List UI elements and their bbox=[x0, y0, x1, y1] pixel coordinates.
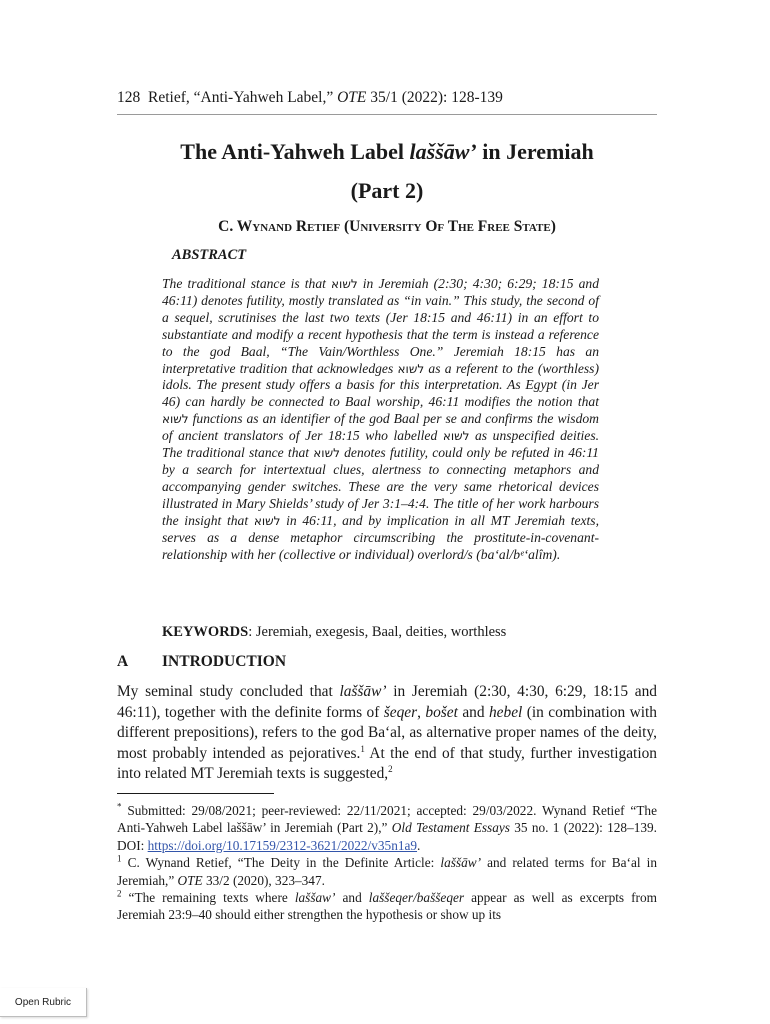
hebrew-term: לשוא bbox=[442, 429, 470, 444]
hebrew-term: לשוא bbox=[313, 446, 340, 461]
footnote-1: $^1$ C. Wynand Retief, “The Deity in the Definite Article: laššāw’ and related terms for Ba‘al in Jeremiah,” OTE 33/2 (2020), 323–347. bbox=[117, 853, 657, 888]
title-text-end: in Jeremiah bbox=[476, 139, 594, 164]
footnote-rule bbox=[117, 793, 274, 794]
doi-link[interactable]: https://doi.org/10.17159/2312-3621/2022/v35n1a9 bbox=[147, 837, 418, 853]
hebrew-term: לשוא bbox=[331, 277, 358, 291]
abstract-heading: ABSTRACT bbox=[172, 247, 247, 263]
header-rule bbox=[117, 114, 657, 115]
page-number: 128 bbox=[117, 89, 141, 106]
footnote-2: $^2$ “The remaining texts where laššaw’ and laššeqer/baššeqer appear as well as excerpts from Jeremiah 23:9–40 should either strengthen the hypothesis or show up its bbox=[117, 888, 657, 923]
running-citation: Retief, “Anti-Yahweh Label,” bbox=[148, 89, 338, 106]
article-title-part: (Part 2) bbox=[350, 178, 424, 203]
running-citation-volume: 35/1 (2022): 128-139 bbox=[366, 89, 503, 106]
keywords-label: KEYWORDS bbox=[162, 624, 249, 640]
open-rubric-button[interactable]: Open Rubric bbox=[0, 988, 87, 1017]
keywords-line bbox=[162, 624, 506, 641]
author-line: C. Wynand Retief (University Of The Free State) bbox=[218, 218, 556, 235]
footnote-ref[interactable]: 1 bbox=[360, 743, 365, 754]
running-head bbox=[117, 89, 503, 107]
section-heading: INTRODUCTION bbox=[162, 653, 287, 670]
abstract-text: The traditional stance is that לשוא in Jeremiah (2:30; 4:30; 6:29; 18:15 and 46:11) denotes futility, mostly translated as “in vain.” This study, the second of a sequel, scrutinises the last two texts (Jer 18:15 and 46:11) in an effort to substantiate and modify a recent hypothesis that the term is instead a reference to the god Baal, “The Vain/Worthless One.” Jeremiah 18:15 has an interpretative tradition that acknowledges לשוא as a referent to the (worthless) idols. The present study offers a basis for this interpretation. As Egypt (in Jer 46) can hardly be connected to Baal worship, 46:11 modifies the notion that לשוא functions as an identifier of the god Baal per se and confirms the wisdom of ancient translators of Jer 18:15 who labelled לשוא as unspecified deities. The traditional stance that לשוא denotes futility, could only be refuted in 46:11 by a search for intertextual clues, alertness to connecting metaphors and accompanying gender switches. These are the very same rhetorical devices illustrated in Mary Shields’ study of Jer 3:1–4:4. The title of her work harbours the insight that לשוא in 46:11, and by implication in all MT Jeremiah texts, serves as a dense metaphor circumscribing the prostitute-in-covenant-relationship with her (collective or individual) overlord/s (ba‘al/bᵉ‘alîm). bbox=[162, 276, 600, 562]
keywords-list: : Jeremiah, exegesis, Baal, deities, worthless bbox=[248, 624, 507, 640]
title-term: laššāw’ bbox=[409, 139, 477, 164]
footnotes bbox=[117, 802, 657, 924]
body-paragraph: My seminal study concluded that laššāw’ in Jeremiah (2:30, 4:30, 6:29, 18:15 and 46:11), together with the definite forms of šeqer, bošet and hebel (in combination with different prepositions), refers to the god Ba‘al, as alternative proper names of the deity, most probably intended as pejoratives.$^1$ At the end of that study, further investigation into related MT Jeremiah texts is suggested,$^2$ bbox=[117, 683, 658, 782]
hebrew-term: לשוא bbox=[397, 361, 425, 376]
section-letter: A bbox=[117, 653, 129, 670]
hebrew-term: לשוא bbox=[162, 412, 189, 427]
article-title bbox=[117, 139, 657, 165]
title-text: The Anti-Yahweh Label bbox=[180, 139, 410, 164]
footnote-ref[interactable]: 2 bbox=[388, 763, 393, 774]
journal-abbrev: OTE bbox=[337, 89, 367, 106]
footnote-star: * Submitted: 29/08/2021; peer-reviewed: 22/11/2021; accepted: 29/03/2022. Wynand Retief “The Anti-Yahweh Label laššāw’ in Jeremiah (Part 2),” Old Testament Essays 35 no. 1 (2022): 128–139. DOI: https://doi.org/10.17159/2312-3621/2022/v35n1a9. bbox=[117, 801, 658, 853]
hebrew-term: לשוא bbox=[253, 513, 281, 528]
